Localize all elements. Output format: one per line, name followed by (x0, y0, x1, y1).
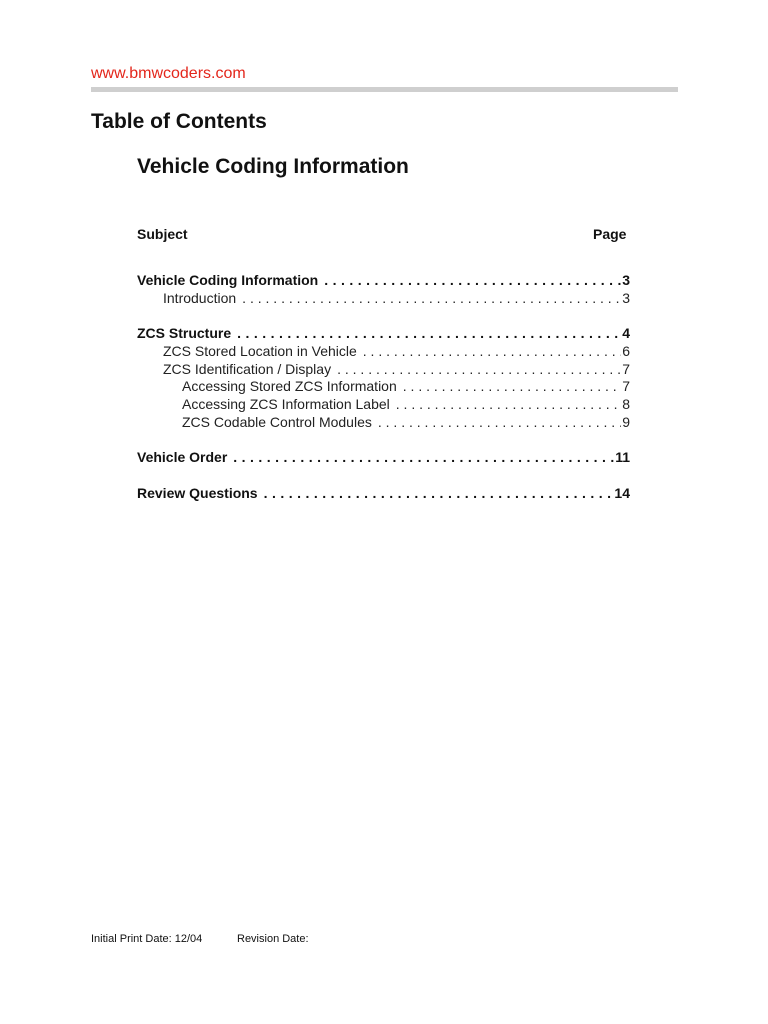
toc-entry-page: 4 (622, 325, 630, 341)
leader-dots (378, 414, 621, 430)
leader-dots (237, 325, 621, 341)
toc-entry-page: 7 (622, 361, 630, 377)
toc-entry-page: 8 (622, 396, 630, 412)
toc-entry[interactable] (182, 396, 630, 412)
toc-entry-page: 3 (622, 272, 630, 288)
toc-entry-page: 9 (622, 414, 630, 430)
leader-dots (363, 343, 621, 359)
revision-date: Revision Date: (237, 933, 309, 945)
initial-print-date: Initial Print Date: 12/04 (91, 933, 203, 945)
toc-entry-label: ZCS Identification / Display (163, 361, 332, 377)
toc-entry-page: 11 (615, 449, 630, 465)
toc-heading: Table of Contents (91, 110, 267, 133)
leader-dots (264, 485, 614, 501)
subject-column-header: Subject (137, 226, 188, 242)
toc-entry-label: ZCS Codable Control Modules (182, 414, 372, 430)
toc-entry-label: ZCS Structure (137, 325, 232, 341)
toc-entry[interactable] (182, 378, 630, 394)
toc-entry-label: Vehicle Order (137, 449, 228, 465)
toc-entry[interactable] (163, 361, 630, 377)
toc-entry-label: Accessing Stored ZCS Information (182, 378, 397, 394)
toc-entry[interactable] (137, 272, 630, 288)
toc-entry-label: Introduction (163, 290, 237, 306)
leader-dots (233, 449, 614, 465)
site-link[interactable]: www.bmwcoders.com (91, 65, 246, 82)
toc-entry-label: Vehicle Coding Information (137, 272, 319, 288)
document-title: Vehicle Coding Information (137, 155, 409, 178)
leader-dots (242, 290, 621, 306)
header-rule (91, 87, 678, 92)
toc-entry-page: 6 (622, 343, 630, 359)
toc-entry[interactable] (137, 325, 630, 341)
toc-entry-page: 7 (622, 378, 630, 394)
toc-entry-label: Accessing ZCS Information Label (182, 396, 390, 412)
toc-entry-page: 3 (622, 290, 630, 306)
toc-entry-page: 14 (614, 485, 630, 501)
leader-dots (396, 396, 621, 412)
leader-dots (403, 378, 621, 394)
toc-entry[interactable] (163, 343, 630, 359)
toc-entry[interactable] (163, 290, 630, 306)
toc-entry[interactable] (137, 449, 630, 465)
leader-dots (324, 272, 621, 288)
toc-entry-label: Review Questions (137, 485, 258, 501)
page-column-header: Page (593, 226, 627, 242)
toc-entry-label: ZCS Stored Location in Vehicle (163, 343, 357, 359)
toc-entry[interactable] (137, 485, 630, 501)
leader-dots (337, 361, 621, 377)
toc-entry[interactable] (182, 414, 630, 430)
